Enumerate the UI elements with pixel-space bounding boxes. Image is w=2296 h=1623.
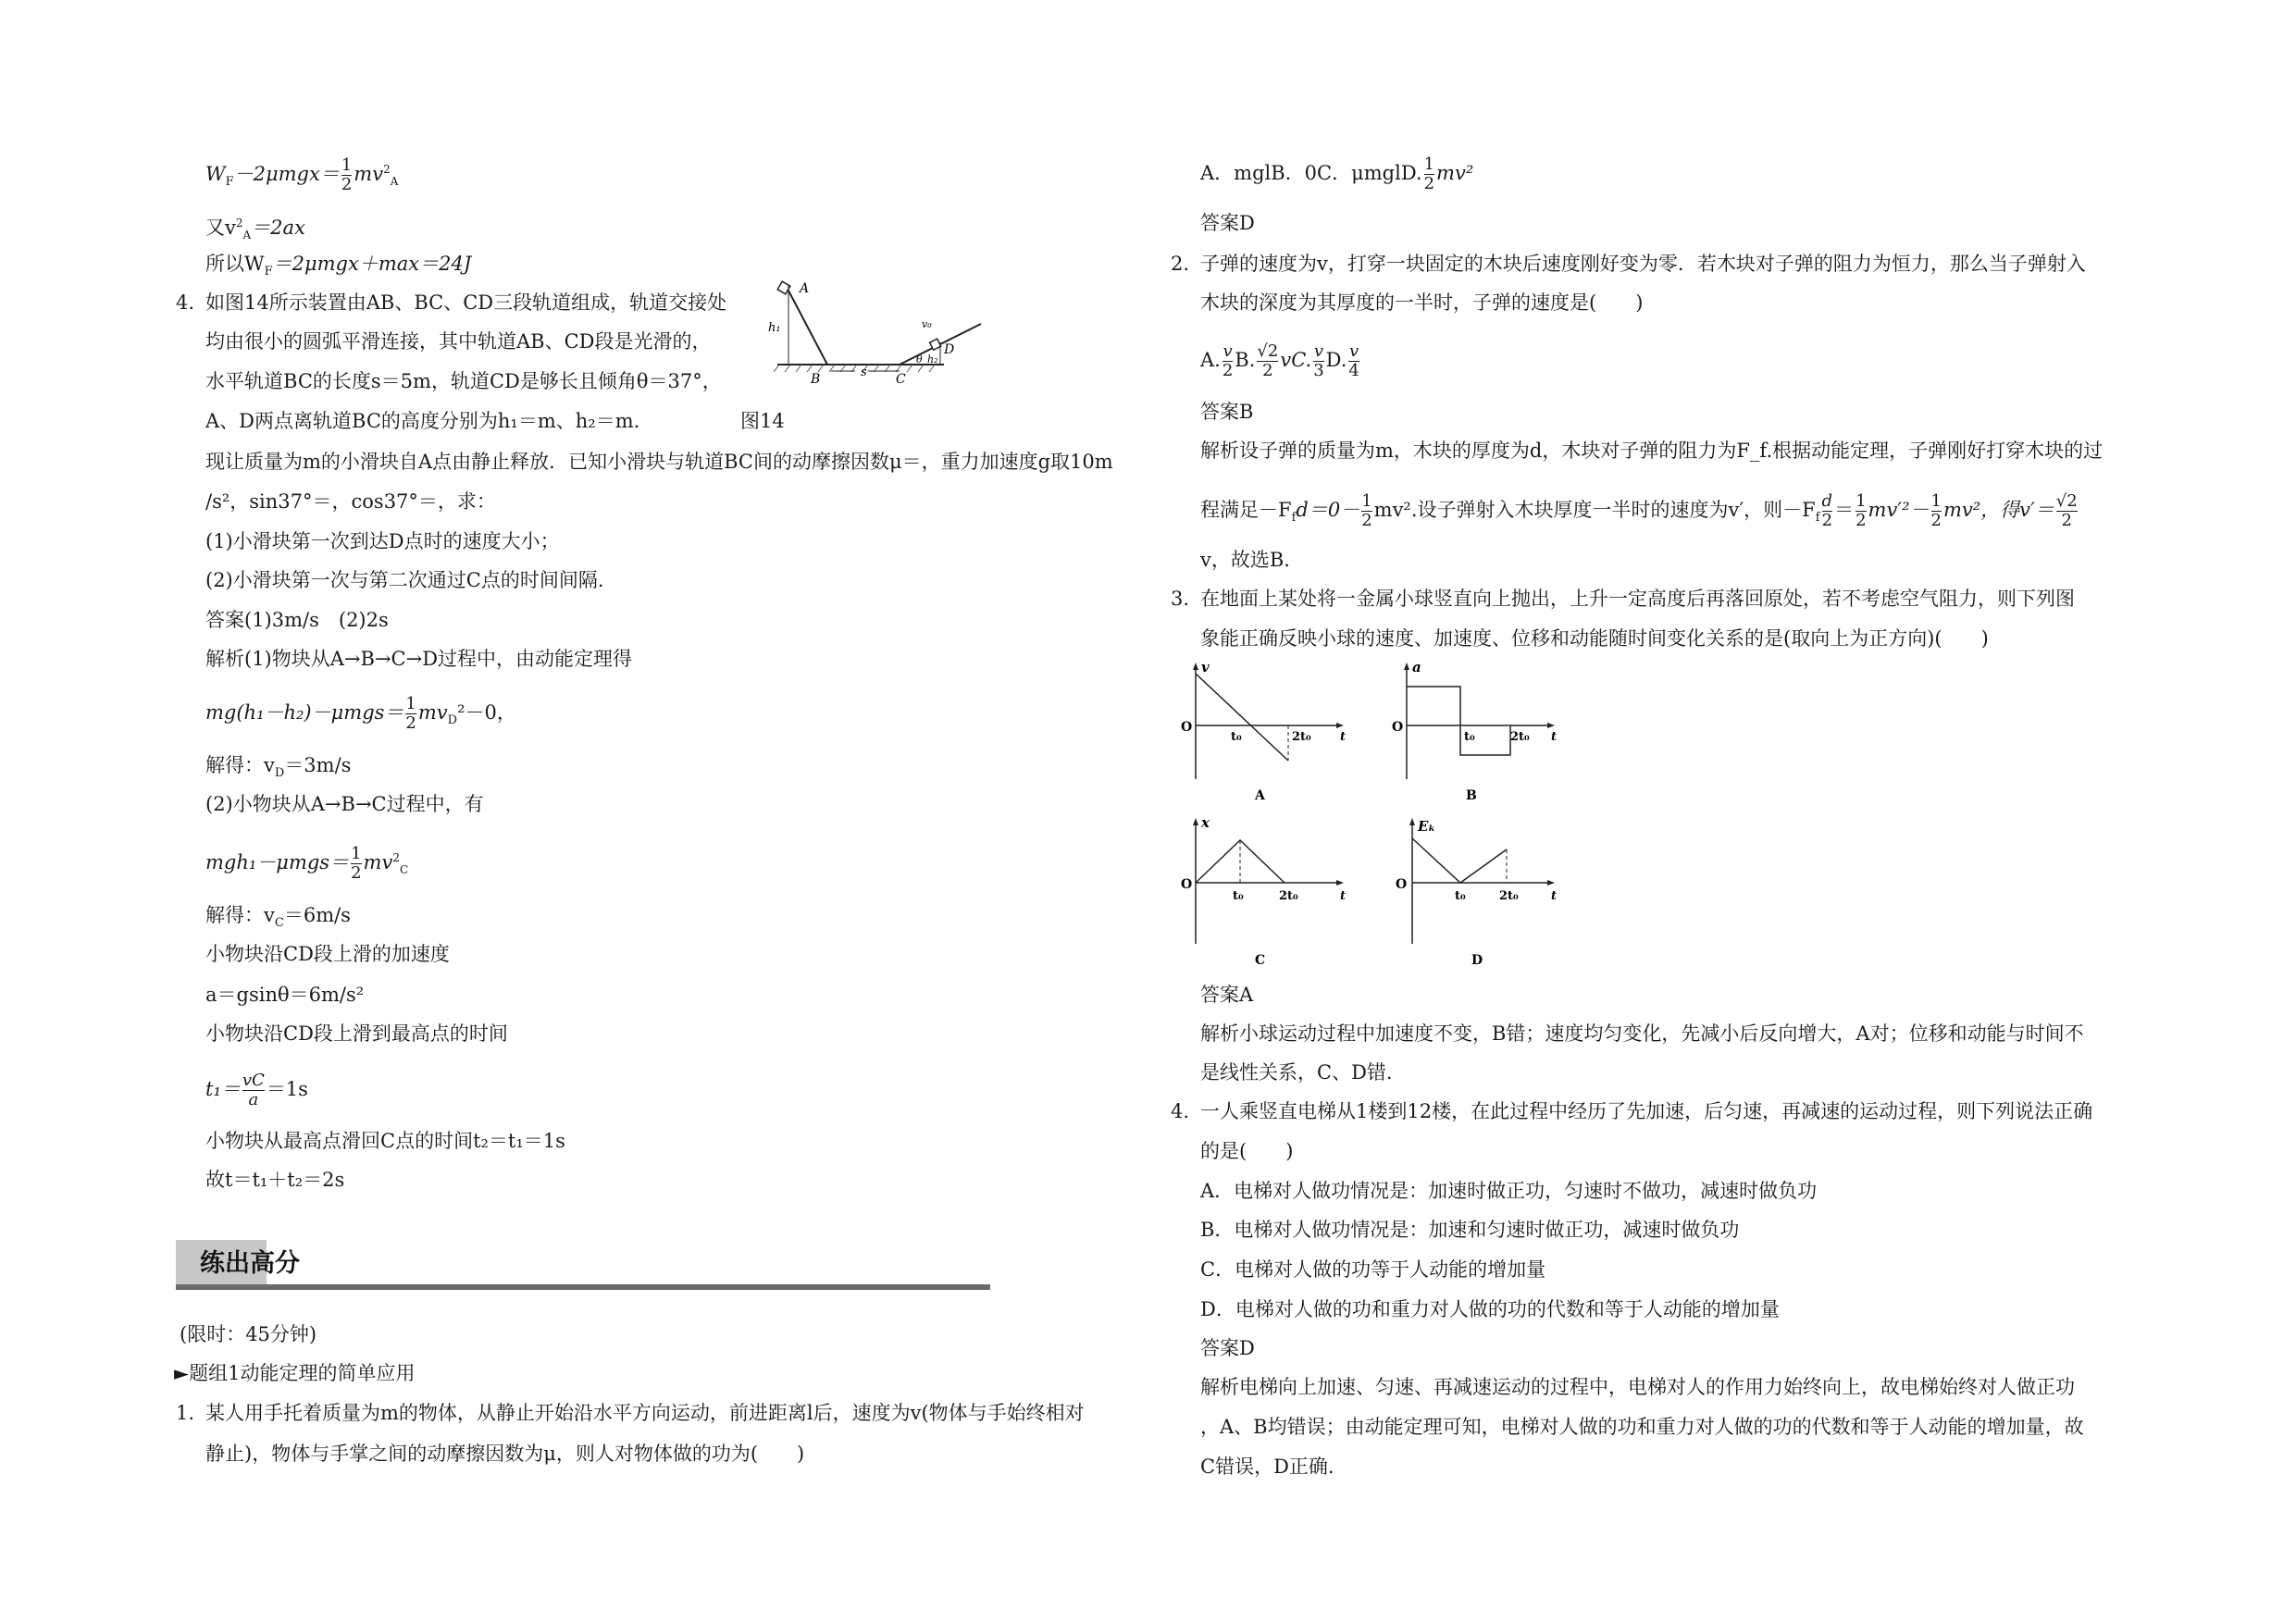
analysis-text: ，A、B均错误；由动能定理可知，电梯对人做的功和重力对人做的功的代数和等于人动能的增加量，故	[1200, 1416, 2084, 1438]
svg-text:v₀: v₀	[922, 318, 932, 330]
options-q2: A. $\frac{v}{2}$ B. $\frac{√2}{2}$ vC. $\frac{v}{3}$ D. $\frac{v}{4}$	[1200, 341, 1359, 380]
svg-text:t: t	[1340, 889, 1347, 903]
svg-text:2t₀: 2t₀	[1499, 889, 1519, 903]
answer-text: 答案(1)3m/s (2)2s	[205, 609, 389, 631]
question-text: 的是( )	[1200, 1140, 1294, 1162]
svg-text:t₀: t₀	[1231, 730, 1242, 744]
wf-result: 所以$W_F=2\mu mgx+\max=24J$	[205, 253, 472, 279]
section-rule	[176, 1284, 990, 1290]
question-text: (2)小滑块第一次与第二次通过C点的时间间隔.	[205, 569, 604, 591]
question-text: 一人乘竖直电梯从1楼到12楼，在此过程中经历了先加速，后匀速，再减速的运动过程，则下列说法正确	[1200, 1100, 2093, 1122]
question-text: 水平轨道BC的长度s＝5m，轨道CD是够长且倾角θ＝37°，	[205, 370, 722, 392]
svg-text:2t₀: 2t₀	[1279, 889, 1298, 903]
svg-text:t: t	[1551, 889, 1558, 903]
svg-text:t₀: t₀	[1455, 889, 1466, 903]
graph-c	[1177, 814, 1353, 972]
option-c: C．电梯对人做的功等于人动能的增加量	[1200, 1258, 1546, 1281]
question-text: 在地面上某处将一金属小球竖直向上抛出，上升一定高度后再落回原处，若不考虑空气阻力，则下列图	[1200, 588, 2075, 610]
svg-text:t: t	[1551, 730, 1558, 744]
svg-text:O: O	[1181, 877, 1193, 892]
analysis-text: v，故选B.	[1200, 549, 1290, 571]
svg-text:t: t	[1340, 730, 1347, 744]
problem-number: 1.	[176, 1402, 195, 1424]
energy-equation: mgh₁－μmgs＝ $\frac{1}{2}$ $mv^2_C$	[205, 844, 409, 883]
question-number: 4.	[1171, 1100, 1190, 1122]
svg-text:t₀: t₀	[1233, 889, 1244, 903]
question-text: 子弹的速度为v，打穿一块固定的木块后速度刚好变为零．若木块对子弹的阻力为恒力，那么当子弹射入	[1200, 253, 2086, 275]
option-a: A．电梯对人做功情况是：加速时做正功，匀速时不做功，减速时做负功	[1200, 1180, 1818, 1202]
analysis-text: 小物块从最高点滑回C点的时间t₂＝t₁＝1s	[205, 1130, 565, 1152]
svg-text:s: s	[861, 365, 867, 379]
svg-text:x: x	[1201, 814, 1210, 831]
kinematic-equation: 又$v^2_A=2ax$	[205, 217, 305, 242]
answer-text: 答案A	[1200, 984, 1254, 1006]
question-text: /s²，sin37°＝，cos37°＝，求：	[205, 490, 496, 513]
svg-text:D: D	[1471, 953, 1483, 968]
total-time: 故t＝t₁＋t₂＝2s	[205, 1169, 345, 1191]
svg-text:B: B	[811, 372, 821, 387]
question-number: 3.	[1171, 588, 1190, 610]
analysis-equation: 程满足$-F_fd=0-$ $\frac{1}{2}$ mv².设子弹射入木块厚度一半时的速度为v′，则$-F_f \frac{d}{2}$ ＝ $\frac{1}{2}$ mv′²－ $\frac{1}{2}$ mv²，得v′＝ $\frac{√2}{2}$	[1200, 491, 2078, 530]
analysis-text: 解析小球运动过程中加速度不变，B错；速度均匀变化，先减小后反向增大，A对；位移和动能与时间不	[1200, 1022, 2084, 1045]
svg-text:O: O	[1396, 877, 1408, 892]
time-equation: $t_1= \frac{vC}{a}$ ＝1s	[205, 1071, 308, 1109]
svg-text:A: A	[800, 281, 810, 296]
question-text: 如图14所示装置由AB、BC、CD三段轨道组成，轨道交接处	[205, 291, 727, 314]
graph-a-ylabel: v	[1201, 659, 1210, 675]
graph-a	[1177, 659, 1353, 807]
solution-vd: 解得：$v_D=3m/s$	[205, 754, 352, 781]
svg-text:θ: θ	[916, 353, 923, 365]
section-header	[176, 1240, 990, 1290]
svg-text:C: C	[896, 372, 906, 387]
answer-text: 答案D	[1200, 1337, 1255, 1359]
svg-text:h₂: h₂	[927, 353, 938, 365]
svg-text:2t₀: 2t₀	[1292, 730, 1311, 744]
acceleration-equation: a＝gsinθ＝6m/s²	[205, 984, 365, 1006]
option-b: B．电梯对人做功情况是：加速和匀速时做正功，减速时做负功	[1200, 1219, 1740, 1241]
analysis-text: 小物块沿CD段上滑的加速度	[205, 943, 450, 965]
question-number: 4.	[176, 291, 195, 314]
svg-text:h₁: h₁	[768, 321, 781, 335]
question-text: A、D两点离轨道BC的高度分别为h₁＝m、h₂＝m.	[205, 410, 640, 432]
svg-text:A: A	[1255, 788, 1265, 803]
question-number: 2.	[1171, 253, 1190, 275]
problem-group: ►题组1动能定理的简单应用	[174, 1362, 416, 1384]
graph-d	[1388, 814, 1564, 972]
options-q1: A．mglB．0C．μmglD. $\frac{1}{2}$ mv²	[1200, 155, 1474, 193]
problem-text: 静止)，物体与手掌之间的动摩擦因数为μ，则人对物体做的功为( )	[205, 1443, 805, 1465]
analysis-text: 解析设子弹的质量为m，木块的厚度为d，木块对子弹的阻力为F_f.根据动能定理，子弹刚好打穿木块的过	[1200, 440, 2104, 462]
svg-text:O: O	[1392, 720, 1404, 735]
svg-text:a: a	[1412, 659, 1421, 675]
question-text: 均由很小的圆弧平滑连接，其中轨道AB、CD段是光滑的，	[205, 330, 712, 353]
svg-text:2t₀: 2t₀	[1510, 730, 1530, 744]
solution-vc: 解得：$v_C=6m/s$	[205, 904, 351, 931]
svg-text:C: C	[1255, 953, 1266, 968]
energy-equation: mg(h₁－h₂)－μmgs＝ $\frac{1}{2}$ $mv_D^2-0$，	[205, 694, 516, 733]
svg-text:Eₖ: Eₖ	[1418, 818, 1436, 835]
question-text: (1)小滑块第一次到达D点时的速度大小；	[205, 530, 560, 552]
svg-text:B: B	[1466, 788, 1477, 803]
question-text: 木块的深度为其厚度的一半时，子弹的速度是( )	[1200, 291, 1644, 314]
graph-b	[1388, 659, 1564, 807]
question-text: 现让质量为m的小滑块自A点由静止释放．已知小滑块与轨道BC间的动摩擦因数μ＝，重力加速度g取10m	[205, 451, 1113, 473]
time-limit: (限时：45分钟)	[180, 1323, 317, 1345]
analysis-text: 解析(1)物块从A→B→C→D过程中，由动能定理得	[205, 648, 633, 670]
wf-equation: $W_F-2\mu mgx=$ $\frac{1}{2}$ $mv^2_A$	[205, 155, 399, 194]
section-title: 练出高分	[200, 1249, 300, 1278]
option-d: D．电梯对人做的功和重力对人做的功的代数和等于人动能的增加量	[1200, 1298, 1780, 1320]
analysis-text: 解析电梯向上加速、匀速、再减速运动的过程中，电梯对人的作用力始终向上，故电梯始终对人做正功	[1200, 1376, 2075, 1398]
svg-text:D: D	[944, 342, 955, 357]
problem-text: 某人用手托着质量为m的物体，从静止开始沿水平方向运动，前进距离l后，速度为v(物体与手始终相对	[205, 1402, 1085, 1424]
figure-caption: 图14	[740, 410, 785, 432]
analysis-text: 是线性关系，C、D错.	[1200, 1061, 1393, 1084]
svg-text:t₀: t₀	[1464, 730, 1475, 744]
analysis-text: 小物块沿CD段上滑到最高点的时间	[205, 1022, 508, 1045]
analysis-part2: (2)小物块从A→B→C过程中，有	[205, 793, 484, 815]
svg-text:O: O	[1181, 720, 1193, 735]
track-diagram	[759, 279, 990, 389]
analysis-text: C错误，D正确.	[1200, 1456, 1334, 1478]
question-text: 象能正确反映小球的速度、加速度、位移和动能随时间变化关系的是(取向上为正方向)( )	[1200, 627, 1989, 650]
answer-text: 答案B	[1200, 401, 1254, 423]
answer-text: 答案D	[1200, 212, 1255, 234]
